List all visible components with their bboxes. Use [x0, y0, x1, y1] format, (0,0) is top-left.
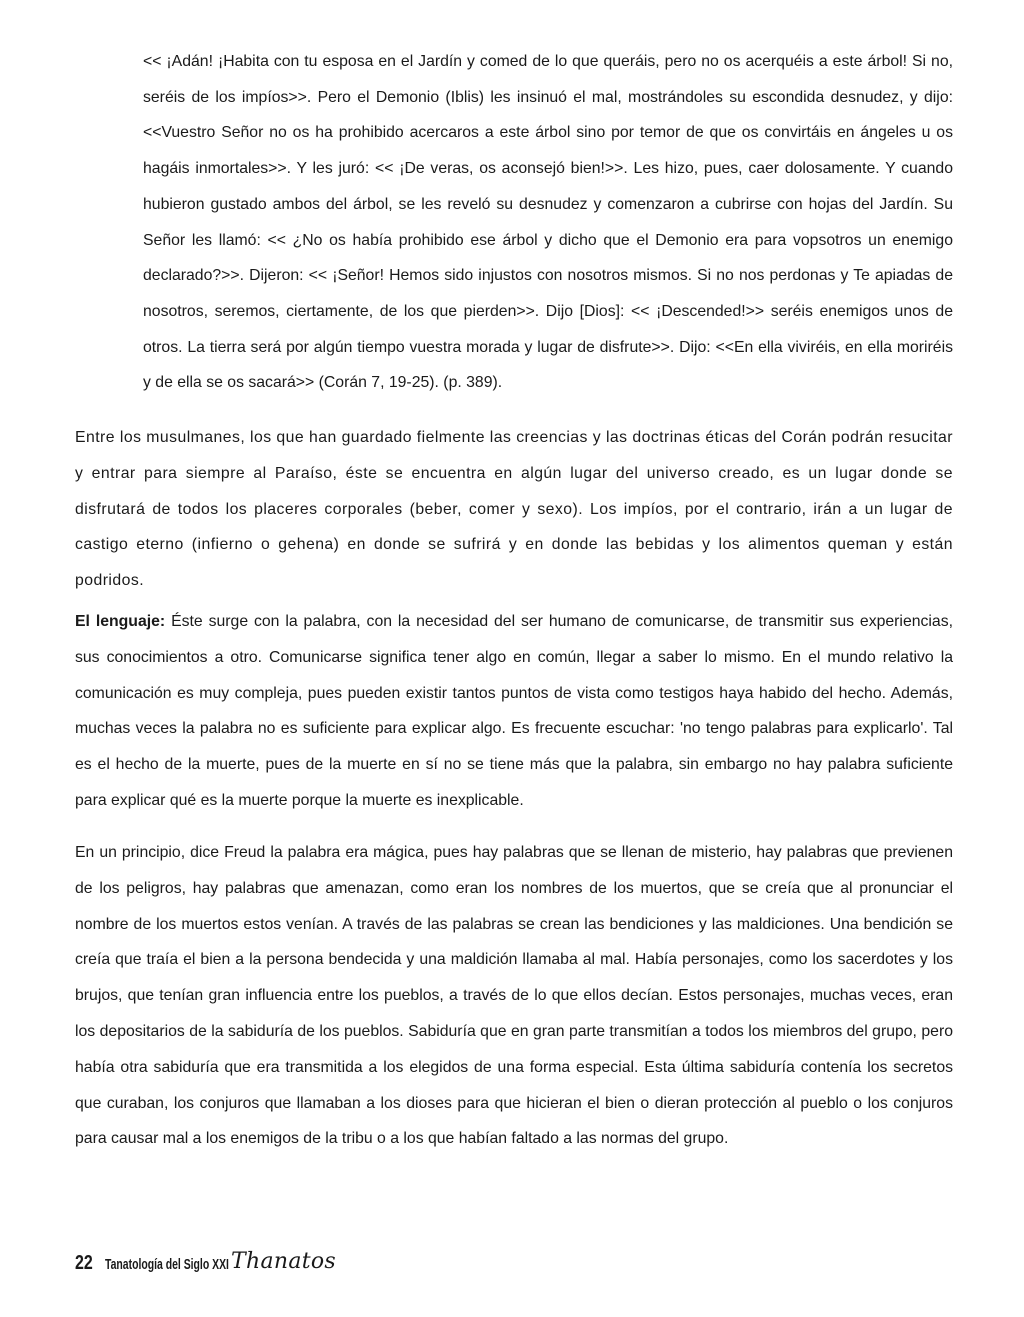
section-term-lenguaje: El lenguaje: [75, 613, 166, 630]
paragraph-language [75, 604, 953, 819]
journal-title: Tanatología del Siglo XXI [105, 1257, 229, 1273]
paragraph-language-text: Éste surge con la palabra, con la necesidad del ser humano de comunicarse, de transmitir sus experiencias, sus conocimientos a otro. Comunicarse significa tener algo en común, llegar a saber lo mismo. En el mundo relativo la comunicación es muy compleja, pues pueden existir tantos puntos de vista como testigos haya habido del hecho. Además, muchas veces la palabra no es suficiente para explicar algo. Es frecuente escuchar: 'no tengo palabras para explicarlo'. Tal es el hecho de la muerte, pues de la muerte en sí no se tiene más que la palabra, sin embargo no hay palabra suficiente para explicar qué es la muerte porque la muerte es inexplicable. [75, 613, 953, 809]
paragraph-paradise: Entre los musulmanes, los que han guardado fielmente las creencias y las doctrinas éticas del Corán podrán resucitar y entrar para siempre al Paraíso, éste se encuentra en algún lugar del universo creado, es un lugar donde se disfrutará de todos los placeres corporales (beber, comer y sexo). Los impíos, por el contrario, irán a un lugar de castigo eterno (infierno o gehena) en donde se sufrirá y en donde las bebidas y los alimentos queman y están podridos. [75, 429, 953, 590]
koran-quote-block: << ¡Adán! ¡Habita con tu esposa en el Jardín y comed de lo que queráis, pero no os acerquéis a este árbol! Si no, seréis de los impíos>>. Pero el Demonio (Iblis) les insinuó el mal, mostrándoles su escondida desnudez, y dijo: <<Vuestro Señor no os ha prohibido acercaros a este árbol sino por temor de que os convirtáis en ángeles u os hagáis inmortales>>. Y les juró: << ¡De veras, os aconsejó bien!>>. Les hizo, pues, caer dolosamente. Y cuando hubieron gustado ambos del árbol, se les reveló su desnudez y comenzaron a cubrirse con hojas del Jardín. Su Señor les llamó: << ¿No os había prohibido ese árbol y dicho que el Demonio era para vopsotros un enemigo declarado?>>. Dijeron: << ¡Señor! Hemos sido injustos con nosotros mismos. Si no nos perdonas y Te apiadas de nosotros, seremos, ciertamente, de los que pierden>>. Dijo [Dios]: << ¡Descended!>> seréis enemigos unos de otros. La tierra será por algún tiempo vuestra morada y lugar de disfrute>>. Dijo: <<En ella viviréis, en ella moriréis y de ella se os sacará>> (Corán 7, 19-25). (p. 389). [143, 53, 953, 392]
page-footer [75, 1243, 336, 1273]
paragraph-magic-word: En un principio, dice Freud la palabra era mágica, pues hay palabras que se llenan de misterio, hay palabras que previenen de los peligros, hay palabras que amenazan, como eran los nombres de los muertos, que se creía que al pronunciar el nombre de los muertos estos venían. A través de las palabras se crean las bendiciones y las maldiciones. Una bendición se creía que traía el bien a la persona bendecida y una maldición llamaba al mal. Había personajes, como los sacerdotes y los brujos, que tenían gran influencia entre los pueblos, a través de lo que ellos decían. Estos personajes, muchas veces, eran los depositarios de la sabiduría de los pueblos. Sabiduría que en gran parte transmitían a todos los miembros del grupo, pero había otra sabiduría que era transmitida a los elegidos de una forma especial. Esta última sabiduría contenía los secretos que curaban, los conjuros que llamaban a los dioses para que hicieran el bien o dieran protección al pueblo o los conjuros para causar mal a los enemigos de la tribu o a los que habían faltado a las normas del grupo. [75, 844, 953, 1148]
thanatos-logo: Thanatos [231, 1249, 337, 1274]
page-number: 22 [75, 1252, 93, 1274]
